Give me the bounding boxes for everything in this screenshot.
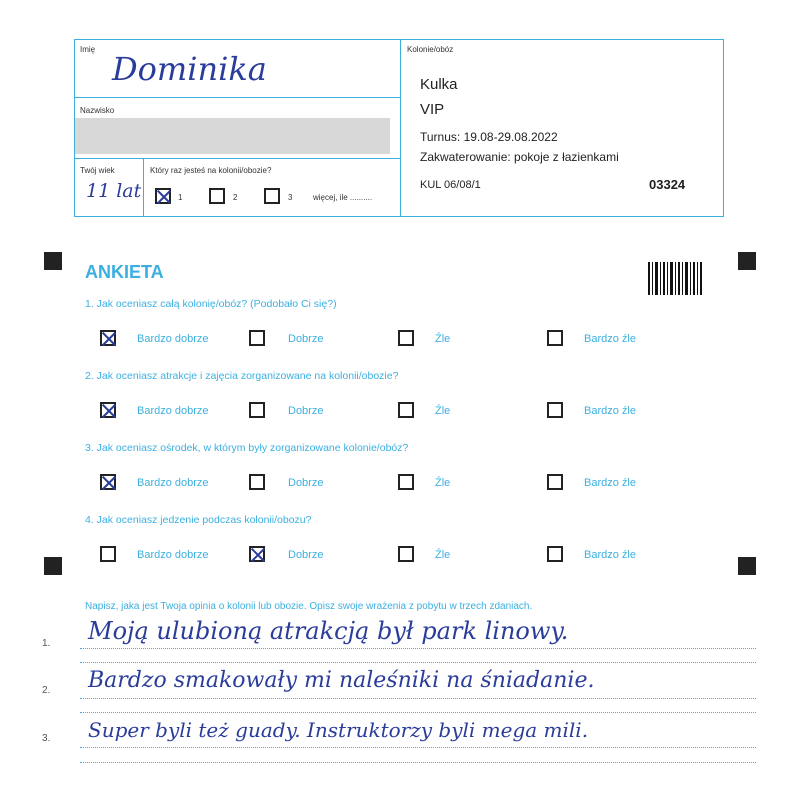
opinion-line-number-1: 1.: [42, 638, 51, 649]
opinion-dotline-3a: [80, 747, 756, 748]
camp-accommodation: Zakwaterowanie: pokoje z łazienkami: [420, 150, 619, 164]
times-checkbox-1[interactable]: [155, 188, 171, 204]
header-divider-name: [74, 97, 400, 98]
q4-option-bardzo-dobrze[interactable]: [100, 546, 116, 562]
opinion-dotline-1a: [80, 648, 756, 649]
header-divider-age: [143, 158, 144, 217]
q3-label-dobrze: Dobrze: [288, 477, 324, 489]
q2-label-bardzo-zle: Bardzo źle: [584, 405, 636, 417]
surname-label: Nazwisko: [80, 106, 115, 115]
q3-option-dobrze[interactable]: [249, 474, 265, 490]
opinion-prompt: Napisz, jaka jest Twoja opinia o kolonii lub obozie. Opisz swoje wrażenia z pobytu w trzech zdaniach.: [85, 601, 533, 612]
barcode-icon: [648, 262, 702, 295]
header-divider-surname: [74, 158, 400, 159]
registration-marker-top-left: [44, 252, 62, 270]
camp-name: Kulka: [420, 76, 458, 93]
registration-marker-top-right: [738, 252, 756, 270]
q1-option-zle[interactable]: [398, 330, 414, 346]
q4-option-bardzo-zle[interactable]: [547, 546, 563, 562]
times-option-2: 2: [233, 193, 238, 202]
times-option-3: 3: [288, 193, 293, 202]
q4-option-dobrze[interactable]: [249, 546, 265, 562]
q2-option-bardzo-dobrze[interactable]: [100, 402, 116, 418]
q1-label-dobrze: Dobrze: [288, 333, 324, 345]
opinion-dotline-1b: [80, 662, 756, 663]
q1-option-bardzo-zle[interactable]: [547, 330, 563, 346]
opinion-line-3[interactable]: Super byli też guady. Instruktorzy byli mega mili.: [88, 718, 589, 742]
q3-option-bardzo-dobrze[interactable]: [100, 474, 116, 490]
camp-label: Kolonie/obóz: [407, 45, 454, 54]
times-checkbox-2[interactable]: [209, 188, 225, 204]
times-question: Który raz jesteś na kolonii/obozie?: [150, 166, 272, 175]
q3-label-zle: Źle: [435, 477, 451, 489]
times-checkbox-3[interactable]: [264, 188, 280, 204]
q1-option-dobrze[interactable]: [249, 330, 265, 346]
question-3: 3. Jak oceniasz ośrodek, w którym były zorganizowane kolonie/obóz?: [85, 442, 409, 454]
q2-label-bardzo-dobrze: Bardzo dobrze: [137, 405, 209, 417]
q2-option-bardzo-zle[interactable]: [547, 402, 563, 418]
q2-label-dobrze: Dobrze: [288, 405, 324, 417]
name-value: Dominika: [112, 50, 267, 88]
opinion-dotline-3b: [80, 762, 756, 763]
opinion-line-number-3: 3.: [42, 733, 51, 744]
opinion-line-2[interactable]: Bardzo smakowały mi naleśniki na śniadanie.: [88, 668, 595, 693]
opinion-dotline-2a: [80, 698, 756, 699]
registration-marker-bottom-right: [738, 557, 756, 575]
surname-redaction: [75, 118, 390, 154]
q4-label-bardzo-dobrze: Bardzo dobrze: [137, 549, 209, 561]
registration-marker-bottom-left: [44, 557, 62, 575]
q4-label-zle: Źle: [435, 549, 451, 561]
q4-label-bardzo-zle: Bardzo źle: [584, 549, 636, 561]
times-more: więcej, ile ..........: [313, 193, 373, 202]
q3-option-zle[interactable]: [398, 474, 414, 490]
q1-label-bardzo-zle: Bardzo źle: [584, 333, 636, 345]
question-4: 4. Jak oceniasz jedzenie podczas kolonii/obozu?: [85, 514, 312, 526]
camp-code: KUL 06/08/1: [420, 179, 481, 191]
age-value: 11 lat: [86, 180, 142, 202]
q3-label-bardzo-zle: Bardzo źle: [584, 477, 636, 489]
opinion-line-1[interactable]: Moją ulubioną atrakcją był park linowy.: [88, 617, 569, 645]
header-divider-vertical: [400, 39, 401, 217]
q1-label-zle: Źle: [435, 333, 451, 345]
q4-option-zle[interactable]: [398, 546, 414, 562]
q1-option-bardzo-dobrze[interactable]: [100, 330, 116, 346]
opinion-line-number-2: 2.: [42, 685, 51, 696]
name-label: Imię: [80, 45, 96, 54]
question-2: 2. Jak oceniasz atrakcje i zajęcia zorganizowane na kolonii/obozie?: [85, 370, 399, 382]
camp-turnus: Turnus: 19.08-29.08.2022: [420, 130, 558, 144]
q3-label-bardzo-dobrze: Bardzo dobrze: [137, 477, 209, 489]
survey-title: ANKIETA: [85, 262, 164, 282]
q2-option-zle[interactable]: [398, 402, 414, 418]
camp-number: 03324: [649, 177, 686, 192]
q1-label-bardzo-dobrze: Bardzo dobrze: [137, 333, 209, 345]
question-1: 1. Jak oceniasz całą kolonię/obóz? (Podobało Ci się?): [85, 298, 337, 310]
q2-option-dobrze[interactable]: [249, 402, 265, 418]
opinion-dotline-2b: [80, 712, 756, 713]
age-label: Twój wiek: [80, 166, 115, 175]
q3-option-bardzo-zle[interactable]: [547, 474, 563, 490]
times-option-1: 1: [178, 193, 183, 202]
camp-type: VIP: [420, 101, 445, 118]
q2-label-zle: Źle: [435, 405, 451, 417]
q4-label-dobrze: Dobrze: [288, 549, 324, 561]
